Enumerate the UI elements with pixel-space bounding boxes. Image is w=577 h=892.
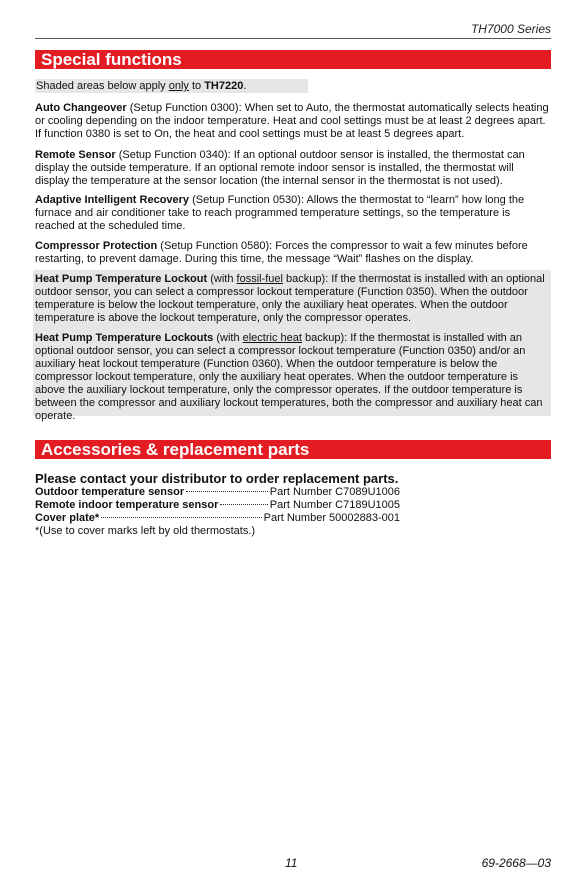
dot-leader (101, 517, 261, 518)
contact-distributor-text: Please contact your distributor to order replacement parts. (35, 471, 399, 486)
part-name: Cover plate* (35, 512, 100, 524)
description: (Setup Function 0340): If an optional outdoor sensor is installed, the thermostat can display the outside temperature. If an optional remote indoor sensor is installed, the thermostat will display the temperature at the sensor location (the internal sensor in the thermostat is not used). (35, 149, 525, 187)
document-number: 69-2668—03 (481, 856, 551, 870)
description: (Setup Function 0300): When set to Auto, the thermostat automatically selects heating or cooling depending on the indoor temperature. Heat and cool settings must be at least 2 degrees apart. If function 0380 is set to On, the heat and cool settings must be at least 5 degrees apart. (35, 102, 549, 140)
description: (Setup Function 0530): Allows the thermostat to “learn” how long the furnace and air conditioner take to reach programmed temperature settings, so the temperature is reached at the scheduled time. (35, 194, 525, 232)
part-row (35, 512, 400, 525)
part-row (35, 499, 400, 512)
term: Remote Sensor (35, 149, 116, 161)
electric-heat-term: electric heat (242, 332, 302, 344)
accessories-heading: Accessories & replacement parts (35, 440, 551, 459)
description: backup): If the thermostat is installed with an optional outdoor sensor, you can select a compressor lockout temperature (Function 0350). When the outdoor temperature is below the lockout temperature, only the auxiliary heat operates. When the outdoor temperature is above the lockout temperature, only the compressor operates. (35, 273, 545, 324)
term: Heat Pump Temperature Lockouts (35, 332, 214, 344)
auto-changeover-paragraph (35, 102, 551, 141)
part-number: Part Number C7089U1006 (269, 486, 400, 498)
series-title: TH7000 Series (470, 22, 551, 36)
note-only: only (168, 80, 189, 92)
adaptive-recovery-paragraph (35, 194, 551, 233)
note-mid: to (188, 80, 205, 92)
part-number: Part Number C7189U1005 (269, 499, 400, 511)
page-number: 11 (285, 856, 298, 870)
part-row (35, 486, 400, 499)
term: Compressor Protection (35, 240, 158, 252)
term: Auto Changeover (35, 102, 127, 114)
dot-leader (186, 491, 268, 492)
part-name: Remote indoor temperature sensor (35, 499, 219, 511)
dot-leader (220, 504, 267, 505)
part-number: Part Number 50002883-001 (263, 512, 400, 524)
pre: (with (207, 273, 237, 285)
heat-pump-lockout-fossil-paragraph (35, 273, 551, 325)
special-functions-heading: Special functions (35, 50, 551, 69)
note-prefix: Shaded areas below apply (36, 80, 169, 92)
term: Adaptive Intelligent Recovery (35, 194, 190, 206)
fossil-fuel-term: fossil-fuel (236, 273, 283, 285)
term: Heat Pump Temperature Lockout (35, 273, 208, 285)
pre: (with (213, 332, 243, 344)
note-model: TH7220 (204, 80, 244, 92)
compressor-protection-paragraph (35, 240, 551, 266)
description: backup): If the thermostat is installed with an optional outdoor sensor, you can select a compressor lockout temperature (Function 0350) and/or an auxiliary heat lockout temperature (Function 0360). When the outdoor temperature is below the compressor lockout temperature, only the auxiliary heat operates. When the outdoor temperature is above the auxiliary lockout temperature, only the compressor operates. If the outdoor temperature is between the compressor and auxiliary lockout temperatures, both the compressor and auxiliary heat can operate. (35, 332, 543, 422)
description: (Setup Function 0580): Forces the compressor to wait a few minutes before restarting, to prevent damage. During this time, the message “Wait” flashes on the display. (35, 240, 528, 265)
cover-plate-footnote: *(Use to cover marks left by old thermostats.) (35, 525, 256, 537)
heat-pump-lockouts-electric-paragraph (35, 332, 551, 423)
header-rule (35, 38, 551, 39)
note-end: . (243, 80, 247, 92)
shaded-areas-note (35, 79, 308, 93)
part-name: Outdoor temperature sensor (35, 486, 185, 498)
remote-sensor-paragraph (35, 149, 551, 188)
